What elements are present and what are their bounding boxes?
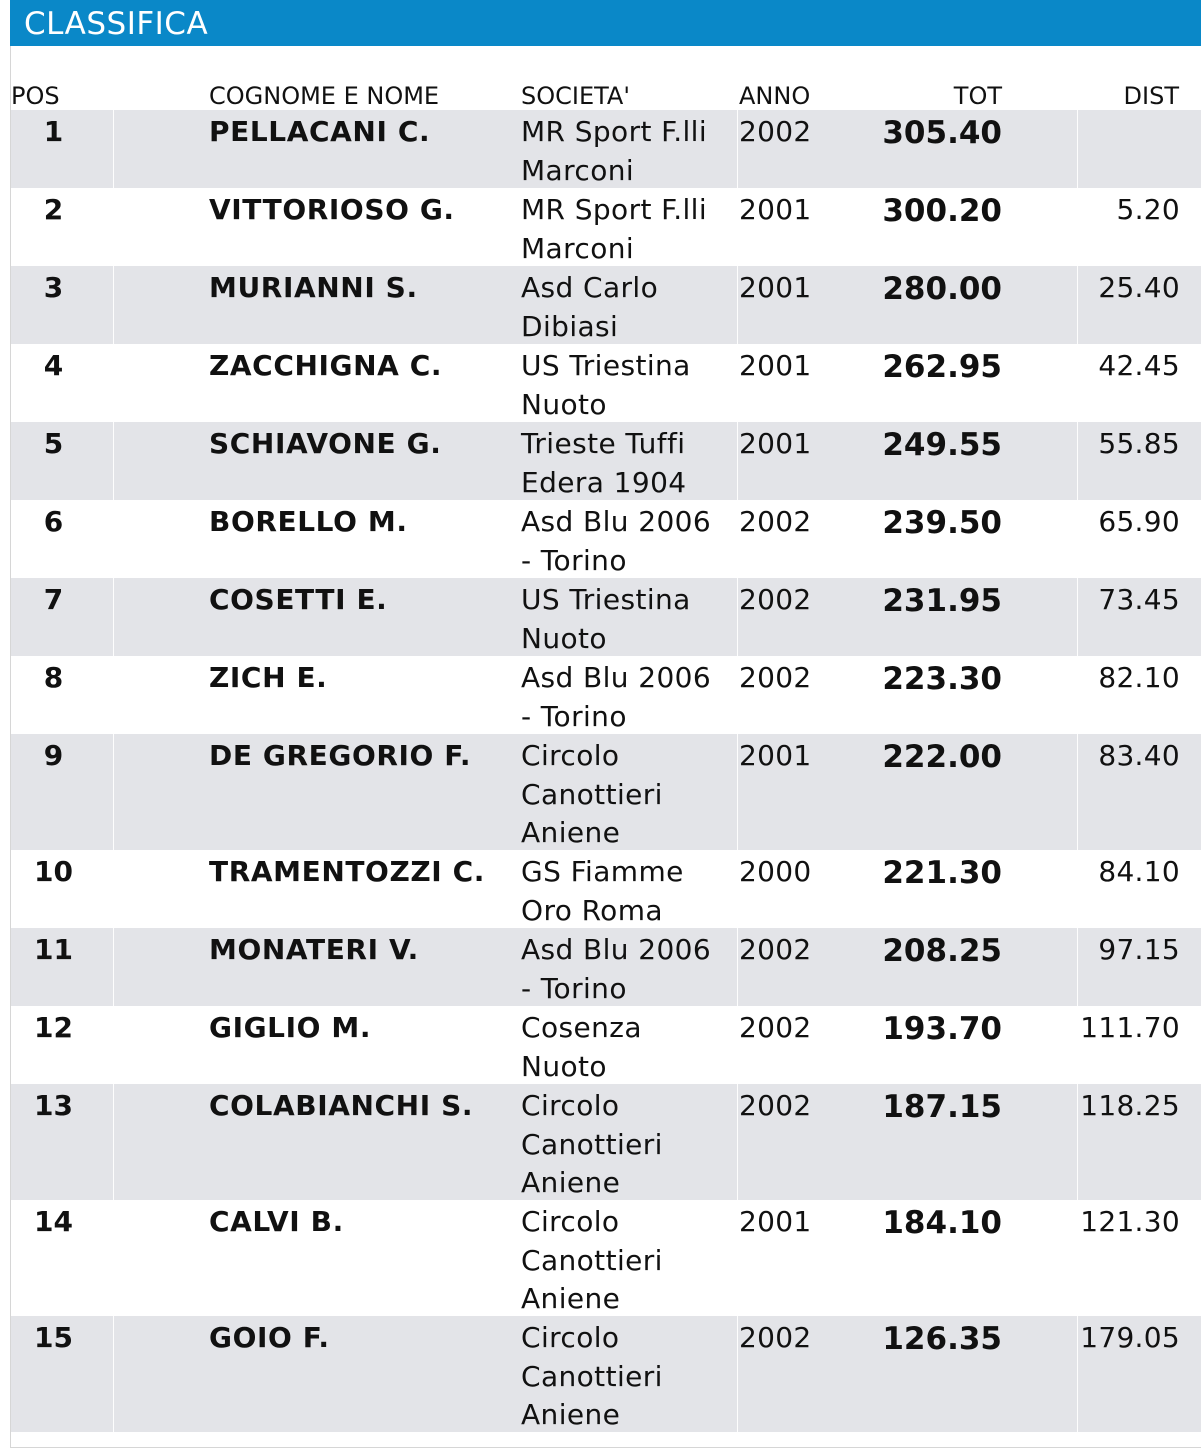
row-total-score: 221.30 — [882, 855, 1002, 891]
row-society-line: Marconi — [521, 231, 635, 265]
row-position: 13 — [34, 1089, 73, 1122]
column-header-tot: TOT — [953, 82, 1002, 110]
row-athlete-name: COSETTI E. — [209, 583, 388, 616]
row-society-line: Asd Blu 2006 — [521, 505, 712, 538]
table-header — [0, 80, 1201, 112]
ranking-table-body — [11, 110, 1201, 1432]
row-society-line: Aniene — [521, 1282, 621, 1315]
row-society-line: Nuoto — [521, 621, 607, 655]
row-society-line: Canottieri — [521, 1359, 663, 1393]
table-row — [11, 500, 1201, 578]
row-society — [521, 113, 736, 190]
row-year: 2001 — [739, 427, 812, 460]
row-distance: 111.70 — [1080, 1011, 1180, 1044]
row-year: 2002 — [739, 1011, 812, 1044]
row-society-line: Dibiasi — [521, 309, 619, 343]
row-society-line: Cosenza — [521, 1011, 642, 1044]
row-year: 2002 — [739, 115, 812, 148]
row-position: 15 — [34, 1321, 73, 1354]
row-society — [521, 503, 736, 580]
row-total-score: 231.95 — [882, 583, 1002, 619]
column-header-pos: POS — [11, 82, 60, 110]
row-society-line: Edera 1904 — [521, 465, 687, 499]
row-society-line: Asd Blu 2006 — [521, 661, 712, 694]
row-society-line: Nuoto — [521, 387, 607, 421]
row-year: 2001 — [739, 739, 812, 772]
title-banner — [10, 0, 1201, 46]
row-year: 2001 — [739, 193, 812, 226]
row-year: 2002 — [739, 505, 812, 538]
row-position: 8 — [43, 661, 64, 694]
row-athlete-name: BORELLO M. — [209, 505, 408, 538]
row-total-score: 222.00 — [882, 739, 1002, 775]
table-row — [11, 1316, 1201, 1432]
row-position: 3 — [43, 271, 64, 304]
row-athlete-name: MONATERI V. — [209, 933, 419, 966]
table-row — [11, 110, 1201, 188]
row-distance: 118.25 — [1080, 1089, 1180, 1122]
page-title: CLASSIFICA — [24, 6, 209, 42]
row-society-line: Canottieri — [521, 1127, 663, 1161]
table-row — [11, 928, 1201, 1006]
table-row — [11, 188, 1201, 266]
row-society-line: - Torino — [521, 699, 627, 733]
table-row — [11, 344, 1201, 422]
row-year: 2002 — [739, 933, 812, 966]
row-total-score: 223.30 — [882, 661, 1002, 697]
row-distance: 25.40 — [1098, 271, 1180, 304]
row-total-score: 126.35 — [882, 1321, 1002, 1357]
row-society-line: Marconi — [521, 153, 635, 187]
row-position: 11 — [34, 933, 73, 966]
row-society-line: Trieste Tuffi — [521, 427, 686, 460]
row-society-line: Canottieri — [521, 777, 663, 811]
row-society-line: Circolo — [521, 1089, 620, 1122]
row-distance: 97.15 — [1098, 933, 1180, 966]
row-athlete-name: MURIANNI S. — [209, 271, 418, 304]
column-header-anno: ANNO — [739, 82, 811, 110]
row-society-line: Aniene — [521, 816, 621, 849]
row-distance: 73.45 — [1098, 583, 1180, 616]
row-position: 2 — [43, 193, 64, 226]
row-society-line: US Triestina — [521, 583, 691, 616]
table-row — [11, 1006, 1201, 1084]
table-row — [11, 850, 1201, 928]
row-athlete-name: COLABIANCHI S. — [209, 1089, 474, 1122]
row-position: 9 — [43, 739, 64, 772]
row-year: 2002 — [739, 661, 812, 694]
row-society-line: Circolo — [521, 739, 620, 772]
row-athlete-name: GOIO F. — [209, 1321, 330, 1354]
row-distance: 55.85 — [1098, 427, 1180, 460]
row-athlete-name: TRAMENTOZZI C. — [209, 855, 486, 888]
row-distance: 83.40 — [1098, 739, 1180, 772]
row-total-score: 208.25 — [882, 933, 1002, 969]
row-total-score: 249.55 — [882, 427, 1002, 463]
row-society — [521, 347, 736, 424]
row-society-line: Nuoto — [521, 1049, 607, 1083]
row-society-line: GS Fiamme — [521, 855, 684, 888]
row-distance: 42.45 — [1098, 349, 1180, 382]
row-society-line: Asd Blu 2006 — [521, 933, 712, 966]
row-society-line: - Torino — [521, 971, 627, 1005]
row-athlete-name: DE GREGORIO F. — [209, 739, 472, 772]
table-row — [11, 266, 1201, 344]
row-position: 5 — [43, 427, 64, 460]
row-athlete-name: CALVI B. — [209, 1205, 344, 1238]
row-athlete-name: GIGLIO M. — [209, 1011, 372, 1044]
row-society-line: MR Sport F.lli — [521, 115, 708, 148]
row-society — [521, 853, 736, 930]
row-distance: 84.10 — [1098, 855, 1180, 888]
row-athlete-name: VITTORIOSO G. — [209, 193, 455, 226]
row-society — [521, 737, 736, 853]
row-society — [521, 1087, 736, 1203]
row-society — [521, 269, 736, 346]
row-athlete-name: ZACCHIGNA C. — [209, 349, 443, 382]
row-total-score: 193.70 — [882, 1011, 1002, 1047]
row-year: 2001 — [739, 1205, 812, 1238]
row-society-line: Canottieri — [521, 1243, 663, 1277]
row-year: 2001 — [739, 271, 812, 304]
row-society — [521, 191, 736, 268]
row-society-line: US Triestina — [521, 349, 691, 382]
row-society — [521, 581, 736, 658]
row-position: 6 — [43, 505, 64, 538]
table-row — [11, 656, 1201, 734]
row-position: 12 — [34, 1011, 73, 1044]
row-total-score: 262.95 — [882, 349, 1002, 385]
row-total-score: 305.40 — [882, 115, 1002, 151]
row-position: 10 — [34, 855, 73, 888]
row-total-score: 184.10 — [882, 1205, 1002, 1241]
column-header-name: COGNOME E NOME — [209, 82, 440, 110]
table-row — [11, 578, 1201, 656]
row-distance: 65.90 — [1098, 505, 1180, 538]
column-header-dist: DIST — [1123, 82, 1179, 110]
row-society — [521, 659, 736, 736]
row-society-line: Circolo — [521, 1321, 620, 1354]
row-society — [521, 931, 736, 1008]
row-society — [521, 1319, 736, 1435]
row-total-score: 280.00 — [882, 271, 1002, 307]
row-position: 4 — [43, 349, 64, 382]
row-athlete-name: ZICH E. — [209, 661, 328, 694]
row-society-line: Oro Roma — [521, 893, 663, 927]
table-row — [11, 734, 1201, 850]
row-athlete-name: PELLACANI C. — [209, 115, 431, 148]
row-year: 2002 — [739, 583, 812, 616]
row-distance: 5.20 — [1116, 193, 1180, 226]
row-society-line: - Torino — [521, 543, 627, 577]
row-distance: 121.30 — [1080, 1205, 1180, 1238]
table-row — [11, 422, 1201, 500]
row-society-line: MR Sport F.lli — [521, 193, 708, 226]
row-position: 1 — [43, 115, 64, 148]
row-year: 2001 — [739, 349, 812, 382]
row-society-line: Aniene — [521, 1166, 621, 1199]
row-society-line: Circolo — [521, 1205, 620, 1238]
row-year: 2000 — [739, 855, 812, 888]
row-position: 7 — [43, 583, 64, 616]
row-society-line: Aniene — [521, 1398, 621, 1431]
row-society — [521, 1203, 736, 1319]
row-year: 2002 — [739, 1321, 812, 1354]
row-total-score: 187.15 — [882, 1089, 1002, 1125]
row-total-score: 300.20 — [882, 193, 1002, 229]
row-position: 14 — [34, 1205, 73, 1238]
table-row — [11, 1200, 1201, 1316]
row-society — [521, 425, 736, 502]
row-year: 2002 — [739, 1089, 812, 1122]
row-athlete-name: SCHIAVONE G. — [209, 427, 442, 460]
row-distance: 179.05 — [1080, 1321, 1180, 1354]
row-total-score: 239.50 — [882, 505, 1002, 541]
row-society-line: Asd Carlo — [521, 271, 659, 304]
column-header-societa: SOCIETA' — [521, 82, 630, 110]
row-distance: 82.10 — [1098, 661, 1180, 694]
table-row — [11, 1084, 1201, 1200]
row-society — [521, 1009, 736, 1086]
